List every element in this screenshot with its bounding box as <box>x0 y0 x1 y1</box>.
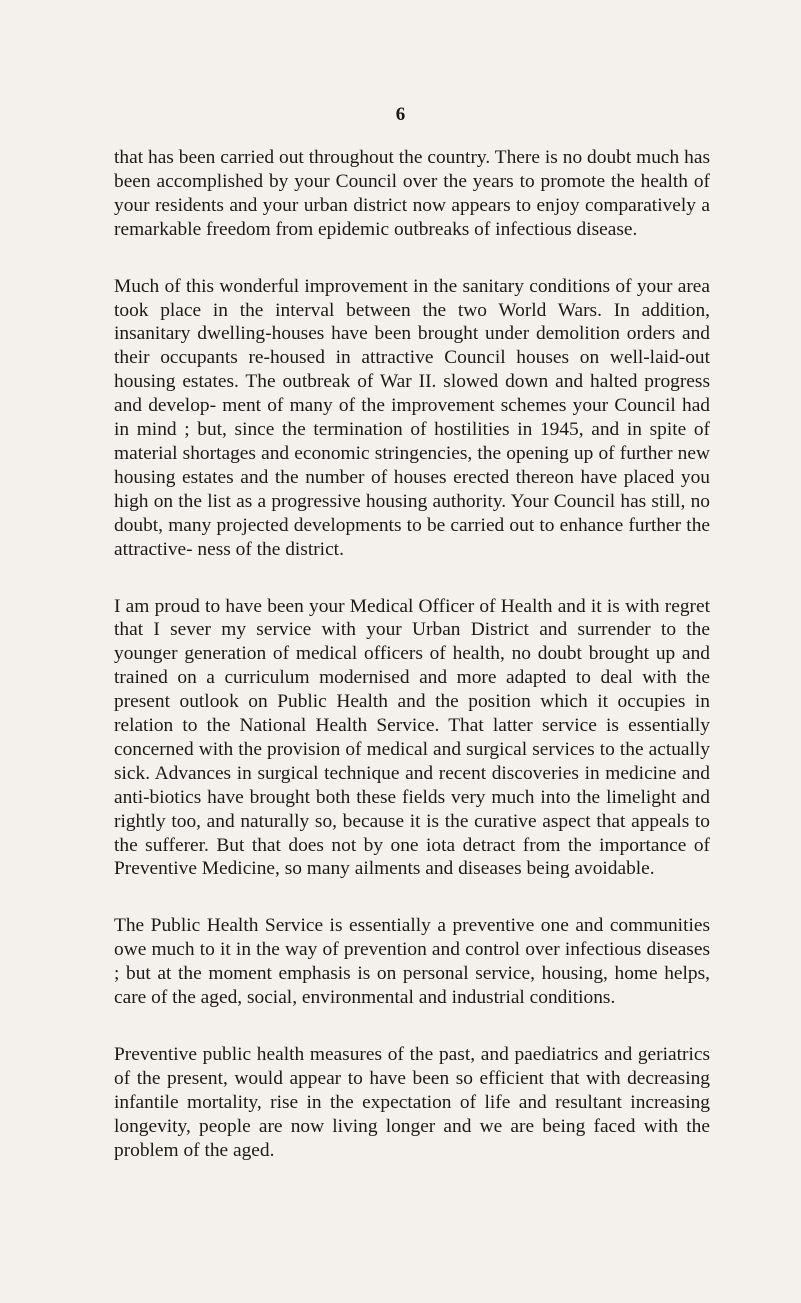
paragraph-5: Preventive public health measures of the past, and paediatrics and geriatrics of the present, would appear to have been so efficient that with decreasing infantile mortality, rise in the expectation of life and resultant increasing longevity, people are now living longer and we are being faced with the problem of the aged. <box>114 1044 710 1161</box>
body-text <box>114 146 710 1196</box>
page-number: 6 <box>395 104 406 125</box>
paragraph-2: Much of this wonderful improvement in the sanitary conditions of your area took place in the interval between the two World Wars. In addition, insanitary dwelling-houses have been brought under demolition orders and their occupants re-housed in attractive Council houses on well-laid-out housing estates. The outbreak of War II. slowed down and halted progress and develop- ment of many of the improvement schemes your Council had in mind ; but, since the termination of hostilities in 1945, and in spite of material shortages and economic stringencies, the opening up of further new housing estates and the number of houses erected thereon have placed you high on the list as a progressive housing authority. Your Council has still, no doubt, many projected developments to be carried out to enhance further the attractive- ness of the district. <box>114 275 710 560</box>
paragraph-1: that has been carried out throughout the country. There is no doubt much has been accomplished by your Council over the years to promote the health of your residents and your urban district now appears to enjoy comparatively a remarkable freedom from epidemic outbreaks of infectious disease. <box>114 147 710 240</box>
paragraph-3: I am proud to have been your Medical Officer of Health and it is with regret that I sever my service with your Urban District and surrender to the younger generation of medical officers of health, no doubt brought up and trained on a curriculum modernised and more adapted to deal with the present outlook on Public Health and the position which it occupies in relation to the National Health Service. That latter service is essentially concerned with the provision of medical and surgical services to the actually sick. Advances in surgical technique and recent discoveries in medicine and anti-biotics have brought both these fields very much into the limelight and rightly too, and naturally so, because it is the curative aspect that appeals to the sufferer. But that does not by one iota detract from the importance of Preventive Medicine, so many ailments and diseases being avoidable. <box>114 595 710 880</box>
paragraph-4: The Public Health Service is essentially a preventive one and communities owe much to it in the way of prevention and control over infectious diseases ; but at the moment emphasis is on personal service, housing, home helps, care of the aged, social, environmental and industrial conditions. <box>114 915 710 1009</box>
